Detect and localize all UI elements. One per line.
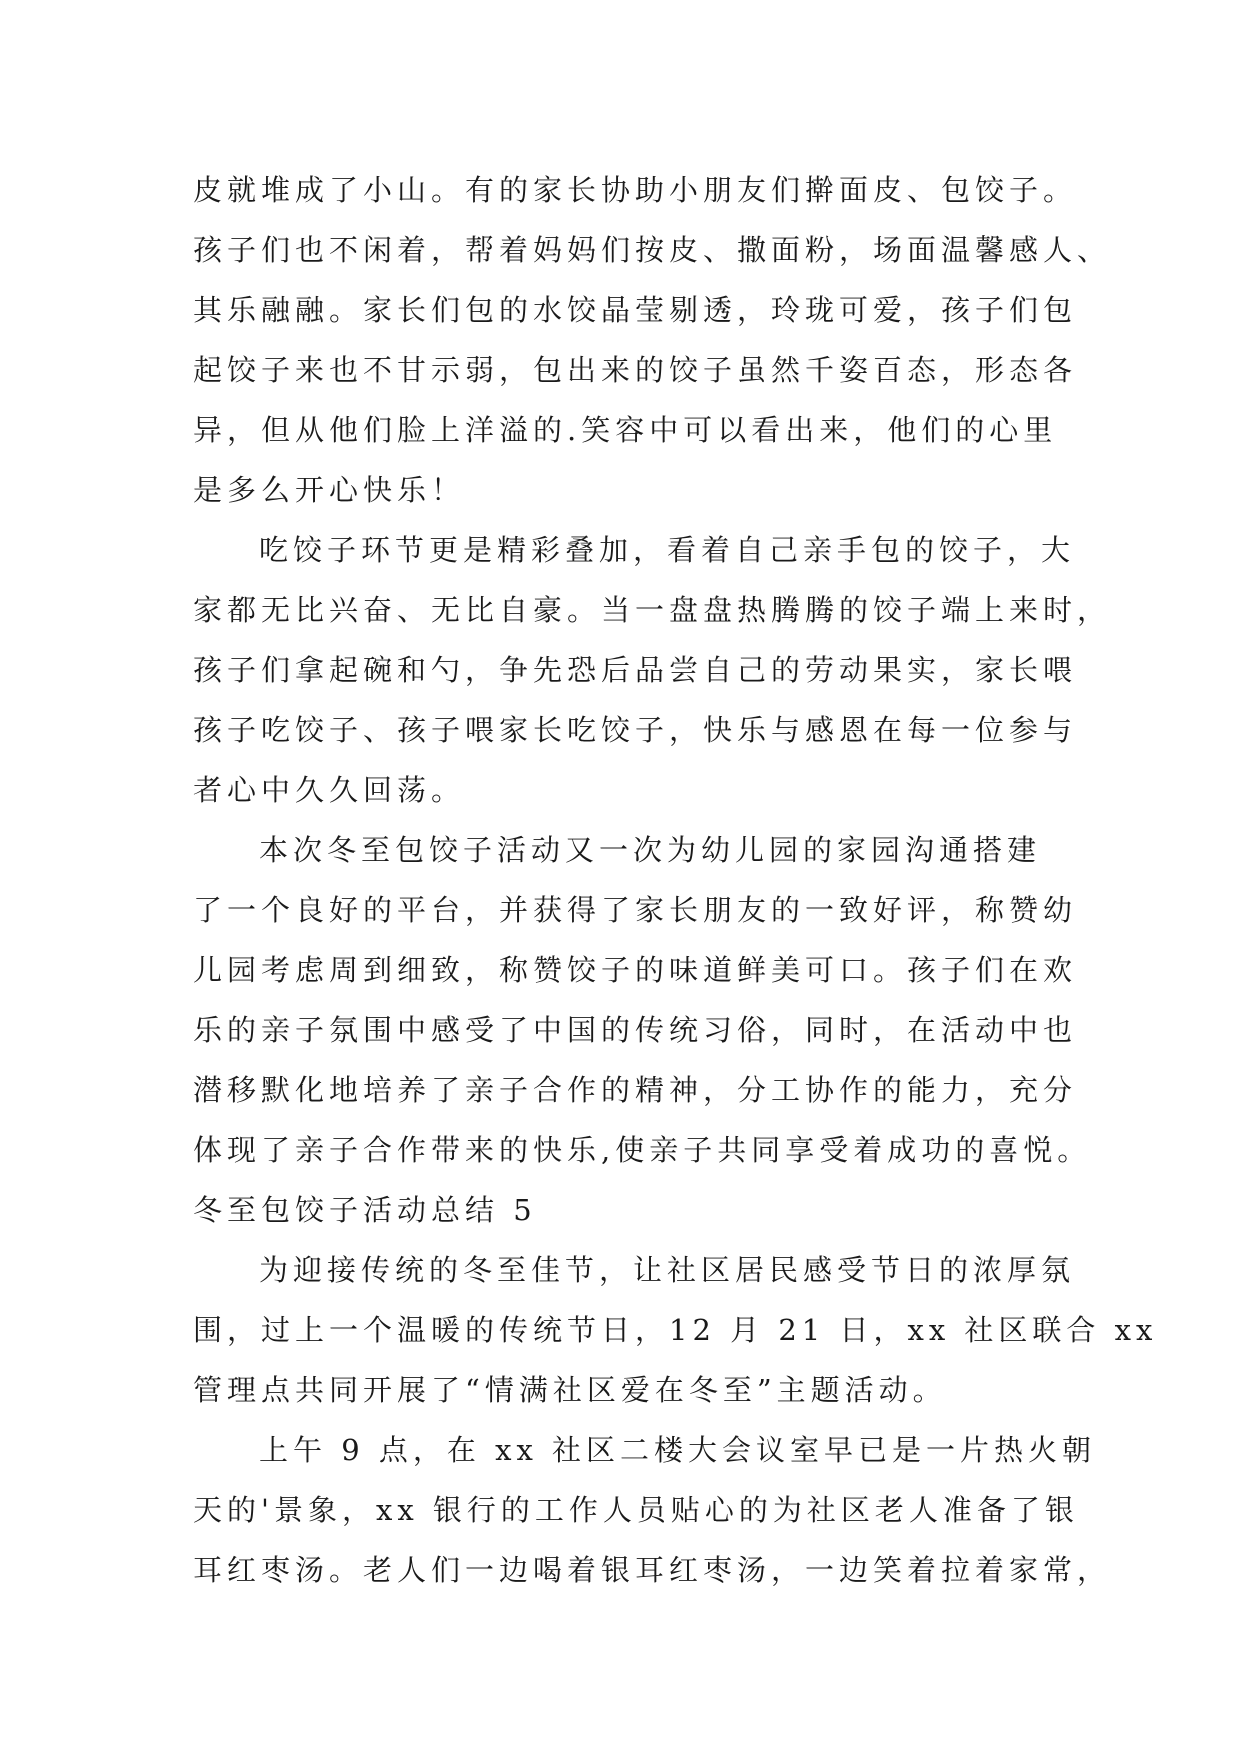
text-line-paragraph-start: 为迎接传统的冬至佳节，让社区居民感受节日的浓厚氛 bbox=[259, 1253, 1076, 1287]
text-line: 潜移默化地培养了亲子合作的精神，分工协作的能力，充分 bbox=[193, 1073, 1078, 1107]
text-line: 孩子们也不闲着，帮着妈妈们按皮、撒面粉，场面温馨感人、 bbox=[193, 233, 1112, 267]
text-line: 了一个良好的平台，并获得了家长朋友的一致好评，称赞幼 bbox=[193, 893, 1078, 927]
text-line: 天的'景象，xx 银行的工作人员贴心的为社区老人准备了银 bbox=[193, 1493, 1079, 1527]
text-line: 管理点共同开展了“情满社区爱在冬至”主题活动。 bbox=[193, 1373, 947, 1407]
text-line: 体现了亲子合作带来的快乐,使亲子共同享受着成功的喜悦。 bbox=[193, 1133, 1092, 1167]
text-line: 是多么开心快乐！ bbox=[193, 473, 466, 507]
text-line: 孩子们拿起碗和勺，争先恐后品尝自己的劳动果实，家长喂 bbox=[193, 653, 1078, 687]
text-line-paragraph-start: 本次冬至包饺子活动又一次为幼儿园的家园沟通搭建 bbox=[259, 833, 1042, 867]
text-line: 儿园考虑周到细致，称赞饺子的味道鲜美可口。孩子们在欢 bbox=[193, 953, 1078, 987]
text-line: 其乐融融。家长们包的水饺晶莹剔透，玲珑可爱，孩子们包 bbox=[193, 293, 1078, 327]
text-line: 家都无比兴奋、无比自豪。当一盘盘热腾腾的饺子端上来时， bbox=[193, 593, 1112, 627]
text-line: 皮就堆成了小山。有的家长协助小朋友们擀面皮、包饺子。 bbox=[193, 173, 1078, 207]
text-line: 耳红枣汤。老人们一边喝着银耳红枣汤，一边笑着拉着家常， bbox=[193, 1553, 1112, 1587]
document-body bbox=[193, 160, 1158, 1600]
text-line: 孩子吃饺子、孩子喂家长吃饺子，快乐与感恩在每一位参与 bbox=[193, 713, 1078, 747]
text-line: 乐的亲子氛围中感受了中国的传统习俗，同时，在活动中也 bbox=[193, 1013, 1078, 1047]
text-line: 围，过上一个温暖的传统节日，12 月 21 日，xx 社区联合 xx bbox=[193, 1313, 1158, 1347]
text-line: 者心中久久回荡。 bbox=[193, 773, 466, 807]
text-line: 起饺子来也不甘示弱，包出来的饺子虽然千姿百态，形态各 bbox=[193, 353, 1078, 387]
text-line-paragraph-start: 上午 9 点，在 xx 社区二楼大会议室早已是一片热火朝 bbox=[259, 1433, 1097, 1467]
text-line-paragraph-start: 吃饺子环节更是精彩叠加，看着自己亲手包的饺子，大 bbox=[259, 533, 1076, 567]
text-line: 异，但从他们脸上洋溢的.笑容中可以看出来，他们的心里 bbox=[193, 413, 1058, 447]
section-heading: 冬至包饺子活动总结 5 bbox=[193, 1193, 537, 1227]
